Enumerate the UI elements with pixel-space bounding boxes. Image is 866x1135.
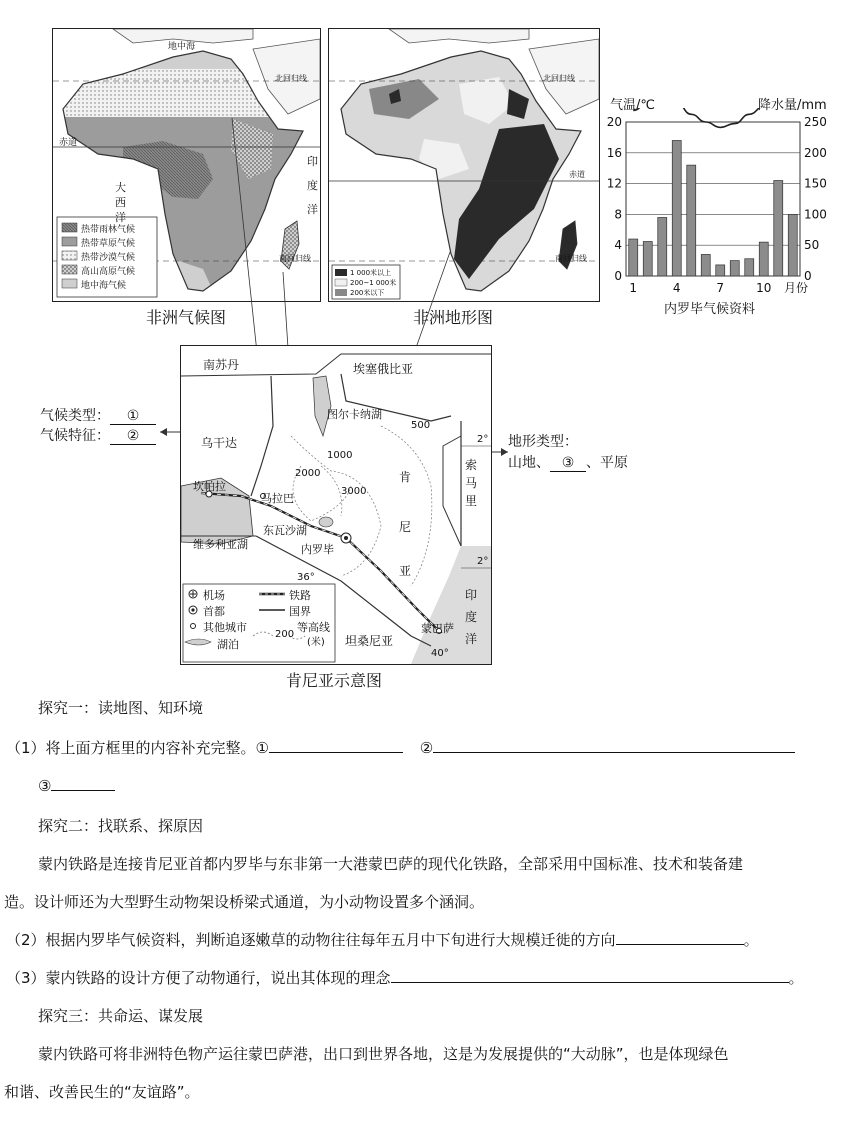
contour-500: 500	[411, 420, 431, 431]
label-uganda: 乌干达	[201, 436, 238, 450]
y-tick-label: 0	[614, 269, 622, 283]
y-tick-label: 20	[606, 115, 622, 129]
legend-contour-unit: (米)	[307, 637, 325, 648]
legend-savanna: 热带草原气候	[81, 239, 136, 249]
x-tick-label: 1	[629, 281, 638, 295]
y-tick-label: 12	[606, 176, 622, 191]
y-tick-label: 4	[614, 238, 622, 253]
label-indian-ocean-3: 洋	[465, 632, 478, 646]
answer-blank-2[interactable]	[433, 736, 795, 753]
label-indian-1: 印	[307, 155, 318, 168]
label-indian-ocean-2: 度	[465, 610, 478, 624]
terrain-legend-low: 200米以下	[350, 289, 385, 297]
label-somalia: 索马里	[465, 458, 478, 508]
question-3-end: 。	[788, 969, 804, 987]
x-tick-label: 4	[672, 281, 681, 295]
terrain-label-tropic-north: 北回归线	[543, 74, 575, 83]
x-tick-label: 10	[756, 281, 772, 295]
answer-blank-1[interactable]	[269, 736, 403, 753]
legend-airport: 机场	[203, 589, 225, 602]
paragraph-2-line-2: 和谐、改善民生的“友谊路”。	[4, 1083, 200, 1101]
label-kenya-1: 肯	[399, 470, 412, 484]
question-2-end: 。	[743, 931, 759, 949]
label-atlantic-2: 西	[115, 196, 126, 209]
label-indian-ocean-1: 印	[465, 588, 478, 602]
coord-lat-north: 2°	[477, 434, 489, 445]
y2-tick-label: 200	[804, 145, 827, 160]
inquiry-1-heading: 探究一：读地图、知环境	[38, 699, 204, 717]
legend-capital: 首都	[203, 605, 225, 618]
kenya-map-drawing	[181, 346, 491, 664]
y-tick-label: 16	[606, 145, 622, 160]
label-nairobi: 内罗毕	[301, 543, 334, 556]
paragraph-1-line-2: 造。设计师还为大型野生动物架设桥梁式通道，为小动物设置多个涵洞。	[4, 893, 485, 911]
climate-map-title: 非洲气候图	[146, 308, 227, 327]
answer-blank-3[interactable]	[51, 774, 115, 791]
label-kampala: 坎帕拉	[193, 480, 226, 493]
question-1-mark-3: ③	[38, 777, 52, 795]
blank-2-callout[interactable]: ②	[110, 428, 156, 445]
y2-tick-label: 250	[804, 115, 827, 129]
question-3-text: （3）蒙内铁路的设计方便了动物通行，说出其体现的理念	[6, 969, 391, 987]
label-malaba: 马拉巴	[261, 492, 294, 505]
blank-1-callout[interactable]: ①	[110, 408, 156, 425]
label-lake-victoria: 维多利亚湖	[193, 538, 248, 551]
legend-contour-value: 200	[275, 629, 295, 640]
contour-3000: 3000	[341, 486, 367, 497]
legend-lake: 湖泊	[217, 638, 239, 651]
coord-lon-36: 36°	[297, 572, 315, 583]
question-1	[6, 736, 866, 760]
y2-tick-label: 150	[804, 176, 827, 191]
legend-contour: 等高线	[297, 621, 330, 634]
question-1-line2	[38, 774, 238, 798]
paragraph-2-line-1: 蒙内铁路可将非洲特色物产运往蒙巴萨港，出口到世界各地，这是为发展提供的“大动脉”，也是体现绿色	[38, 1045, 729, 1063]
chart-right-axis-title: 降水量/mm	[758, 98, 827, 113]
label-mombasa: 蒙巴萨	[421, 622, 454, 635]
terrain-label-equator: 赤道	[569, 170, 585, 179]
callout-climate-type-label: 气候类型：	[40, 408, 110, 424]
x-tick-label: 7	[716, 281, 725, 295]
label-south-sudan: 南苏丹	[203, 358, 240, 372]
label-lake-turkana: 图尔卡纳湖	[327, 408, 382, 421]
question-1-mark-2: ②	[419, 739, 434, 757]
label-atlantic-3: 洋	[115, 211, 126, 224]
paragraph-1-line-1: 蒙内铁路是连接肯尼亚首都内罗毕与东非第一大港蒙巴萨的现代化铁路，全部采用中国标准、技术和装备建	[38, 855, 744, 873]
callout-landform-pre: 山地、	[508, 455, 550, 471]
legend-desert: 热带沙漠气候	[81, 253, 136, 263]
legend-mediterranean: 地中海气候	[81, 281, 127, 291]
answer-blank-q3[interactable]	[391, 966, 789, 983]
label-lake-naivasha: 东瓦沙湖	[263, 524, 307, 537]
inquiry-3-heading: 探究三：共命运、谋发展	[38, 1007, 204, 1025]
label-kenya-2: 尼	[399, 520, 412, 534]
chart-left-axis-title: 气温/℃	[610, 98, 655, 113]
callout-landform-type: 地形类型：	[508, 434, 578, 450]
label-tropic-south: 南回归线	[279, 254, 311, 263]
callout-landform-post: 、平原	[586, 455, 628, 471]
label-equator: 赤道	[59, 138, 78, 148]
callout-climate-feature-label: 气候特征：	[40, 428, 110, 444]
coord-lat-south: 2°	[477, 556, 489, 567]
callout-landform-line	[508, 452, 628, 472]
legend-city: 其他城市	[203, 621, 247, 634]
terrain-legend-mid: 200~1 000米	[350, 279, 397, 287]
label-mediterranean: 地中海	[168, 42, 196, 52]
label-ethiopia: 埃塞俄比亚	[353, 362, 414, 376]
label-indian-3: 洋	[307, 203, 318, 216]
y-tick-label: 8	[614, 207, 622, 222]
contour-1000: 1000	[327, 450, 353, 461]
question-1-text: （1）将上面方框里的内容补充完整。①	[6, 739, 269, 757]
terrain-label-tropic-south: 南回归线	[555, 254, 587, 263]
callout-climate-type	[40, 405, 156, 425]
inquiry-2-heading: 探究二：找联系、探原因	[38, 817, 204, 835]
legend-rainforest: 热带雨林气候	[81, 225, 136, 235]
label-tanzania: 坦桑尼亚	[345, 634, 394, 648]
legend-border: 国界	[289, 605, 311, 618]
terrain-legend-high: 1 000米以上	[350, 269, 392, 277]
callout-climate-feature	[40, 425, 156, 445]
question-3	[6, 966, 866, 990]
label-indian-2: 度	[307, 179, 318, 192]
x-axis-unit: 月份	[784, 281, 809, 295]
coord-lon-40: 40°	[431, 648, 449, 659]
blank-3-callout[interactable]: ③	[550, 455, 586, 472]
label-tropic-north: 北回归线	[275, 74, 307, 83]
question-2-text: （2）根据内罗毕气候资料，判断追逐嫩草的动物往往每年五月中下旬进行大规模迁徙的方向	[6, 931, 616, 949]
kenya-map	[180, 345, 492, 665]
y2-tick-label: 100	[804, 207, 827, 222]
question-2	[6, 928, 866, 952]
y2-tick-label: 50	[804, 238, 820, 253]
contour-2000: 2000	[295, 468, 321, 479]
answer-blank-q2[interactable]	[616, 928, 744, 945]
terrain-map-title: 非洲地形图	[413, 308, 494, 327]
y2-tick-label: 0	[804, 269, 812, 283]
legend-highland: 高山高原气候	[81, 267, 136, 277]
legend-railway: 铁路	[289, 589, 311, 602]
label-atlantic-1: 大	[115, 181, 126, 194]
label-kenya-3: 亚	[399, 564, 412, 578]
chart-caption: 内罗毕气候资料	[664, 302, 756, 317]
kenya-map-title: 肯尼亚示意图	[286, 671, 383, 690]
